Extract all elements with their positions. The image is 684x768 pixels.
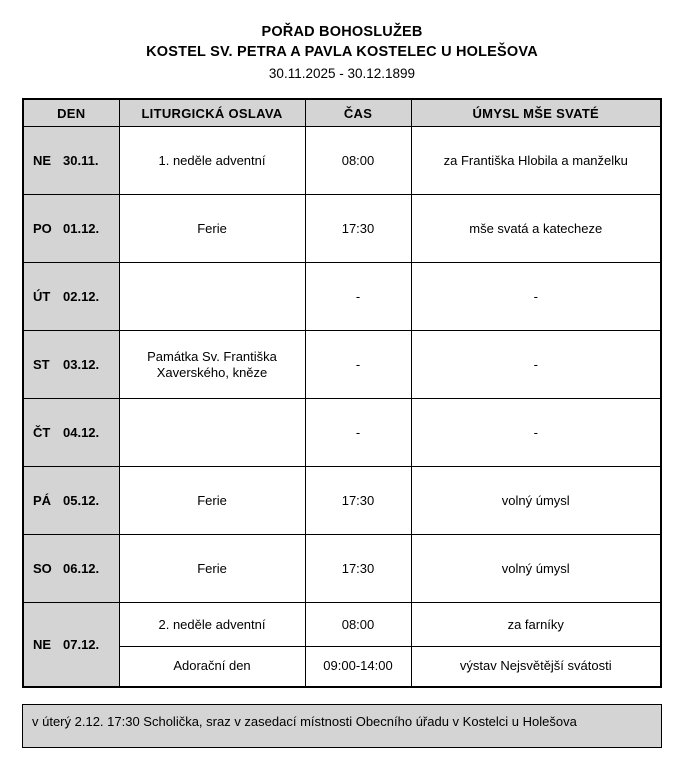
day-of-week: PO <box>33 221 52 236</box>
day-date: 04.12. <box>63 425 100 440</box>
column-header-time: ČAS <box>305 99 411 127</box>
table-header-row <box>23 99 661 127</box>
table-cell-time: 08:00 <box>305 603 411 647</box>
day-date: 06.12. <box>63 561 100 576</box>
table-row <box>23 263 661 331</box>
table-row <box>23 399 661 467</box>
day-date: 03.12. <box>63 357 100 372</box>
table-cell-time-secondary: 09:00-14:00 <box>305 647 411 687</box>
table-row <box>23 467 661 535</box>
table-cell-intention: volný úmysl <box>411 535 661 603</box>
table-cell-celebration: Ferie <box>119 467 305 535</box>
schedule-table <box>22 98 662 688</box>
table-cell-celebration <box>119 331 305 399</box>
table-cell-time: - <box>305 331 411 399</box>
column-header-intention: ÚMYSL MŠE SVATÉ <box>411 99 661 127</box>
day-of-week: SO <box>33 561 52 576</box>
schedule-table-wrapper <box>22 98 662 688</box>
date-range: 30.11.2025 - 30.12.1899 <box>268 66 416 81</box>
table-cell-time: 17:30 <box>305 467 411 535</box>
table-row <box>23 535 661 603</box>
table-cell-time: 17:30 <box>305 195 411 263</box>
day-of-week: PÁ <box>33 493 52 508</box>
table-cell-time: - <box>305 263 411 331</box>
day-of-week: NE <box>33 153 52 168</box>
table-cell-celebration <box>119 263 305 331</box>
table-cell-celebration <box>119 399 305 467</box>
table-cell-day <box>23 535 119 603</box>
document-header <box>0 0 684 84</box>
table-row <box>23 331 661 399</box>
table-cell-day <box>23 603 119 687</box>
table-cell-intention: - <box>411 399 661 467</box>
table-cell-day <box>23 399 119 467</box>
day-of-week: NE <box>33 636 52 652</box>
celebration-line-2: Xaverského, kněze <box>156 364 268 380</box>
page-title: POŘAD BOHOSLUŽEB <box>261 24 423 40</box>
table-cell-intention: mše svatá a katecheze <box>411 195 661 263</box>
table-cell-day <box>23 263 119 331</box>
day-of-week: ST <box>33 357 50 372</box>
table-row <box>23 195 661 263</box>
table-cell-intention: - <box>411 263 661 331</box>
table-cell-celebration: 2. neděle adventní <box>119 603 305 647</box>
table-cell-intention-secondary: výstav Nejsvětější svátosti <box>411 647 661 687</box>
day-date: 01.12. <box>63 221 100 236</box>
celebration-line-1: Památka Sv. Františka <box>147 348 277 364</box>
table-cell-day <box>23 467 119 535</box>
day-date: 30.11. <box>63 153 99 168</box>
table-cell-celebration-secondary: Adorační den <box>119 647 305 687</box>
table-cell-time: - <box>305 399 411 467</box>
column-header-celebration: LITURGICKÁ OSLAVA <box>119 99 305 127</box>
table-cell-day <box>23 331 119 399</box>
table-row <box>23 603 661 647</box>
table-cell-intention: - <box>411 331 661 399</box>
table-cell-intention: volný úmysl <box>411 467 661 535</box>
footer-note: v úterý 2.12. 17:30 Scholička, sraz v zasedací místnosti Obecního úřadu v Kostelci u Holešova <box>22 704 662 748</box>
table-cell-time: 17:30 <box>305 535 411 603</box>
table-cell-intention: za Františka Hlobila a manželku <box>411 127 661 195</box>
day-of-week: ÚT <box>33 289 51 304</box>
table-cell-celebration: Ferie <box>119 195 305 263</box>
table-cell-celebration: 1. neděle adventní <box>119 127 305 195</box>
page-subtitle: KOSTEL SV. PETRA A PAVLA KOSTELEC U HOLEŠOVA <box>146 44 538 60</box>
table-cell-celebration: Ferie <box>119 535 305 603</box>
day-date: 05.12. <box>63 493 100 508</box>
table-row <box>23 127 661 195</box>
table-cell-time: 08:00 <box>305 127 411 195</box>
table-cell-day <box>23 127 119 195</box>
table-row <box>23 647 661 687</box>
day-of-week: ČT <box>33 425 51 440</box>
table-cell-intention: za farníky <box>411 603 661 647</box>
day-date: 02.12. <box>63 289 100 304</box>
table-cell-day <box>23 195 119 263</box>
day-date: 07.12. <box>63 636 100 652</box>
column-header-day: DEN <box>23 99 119 127</box>
